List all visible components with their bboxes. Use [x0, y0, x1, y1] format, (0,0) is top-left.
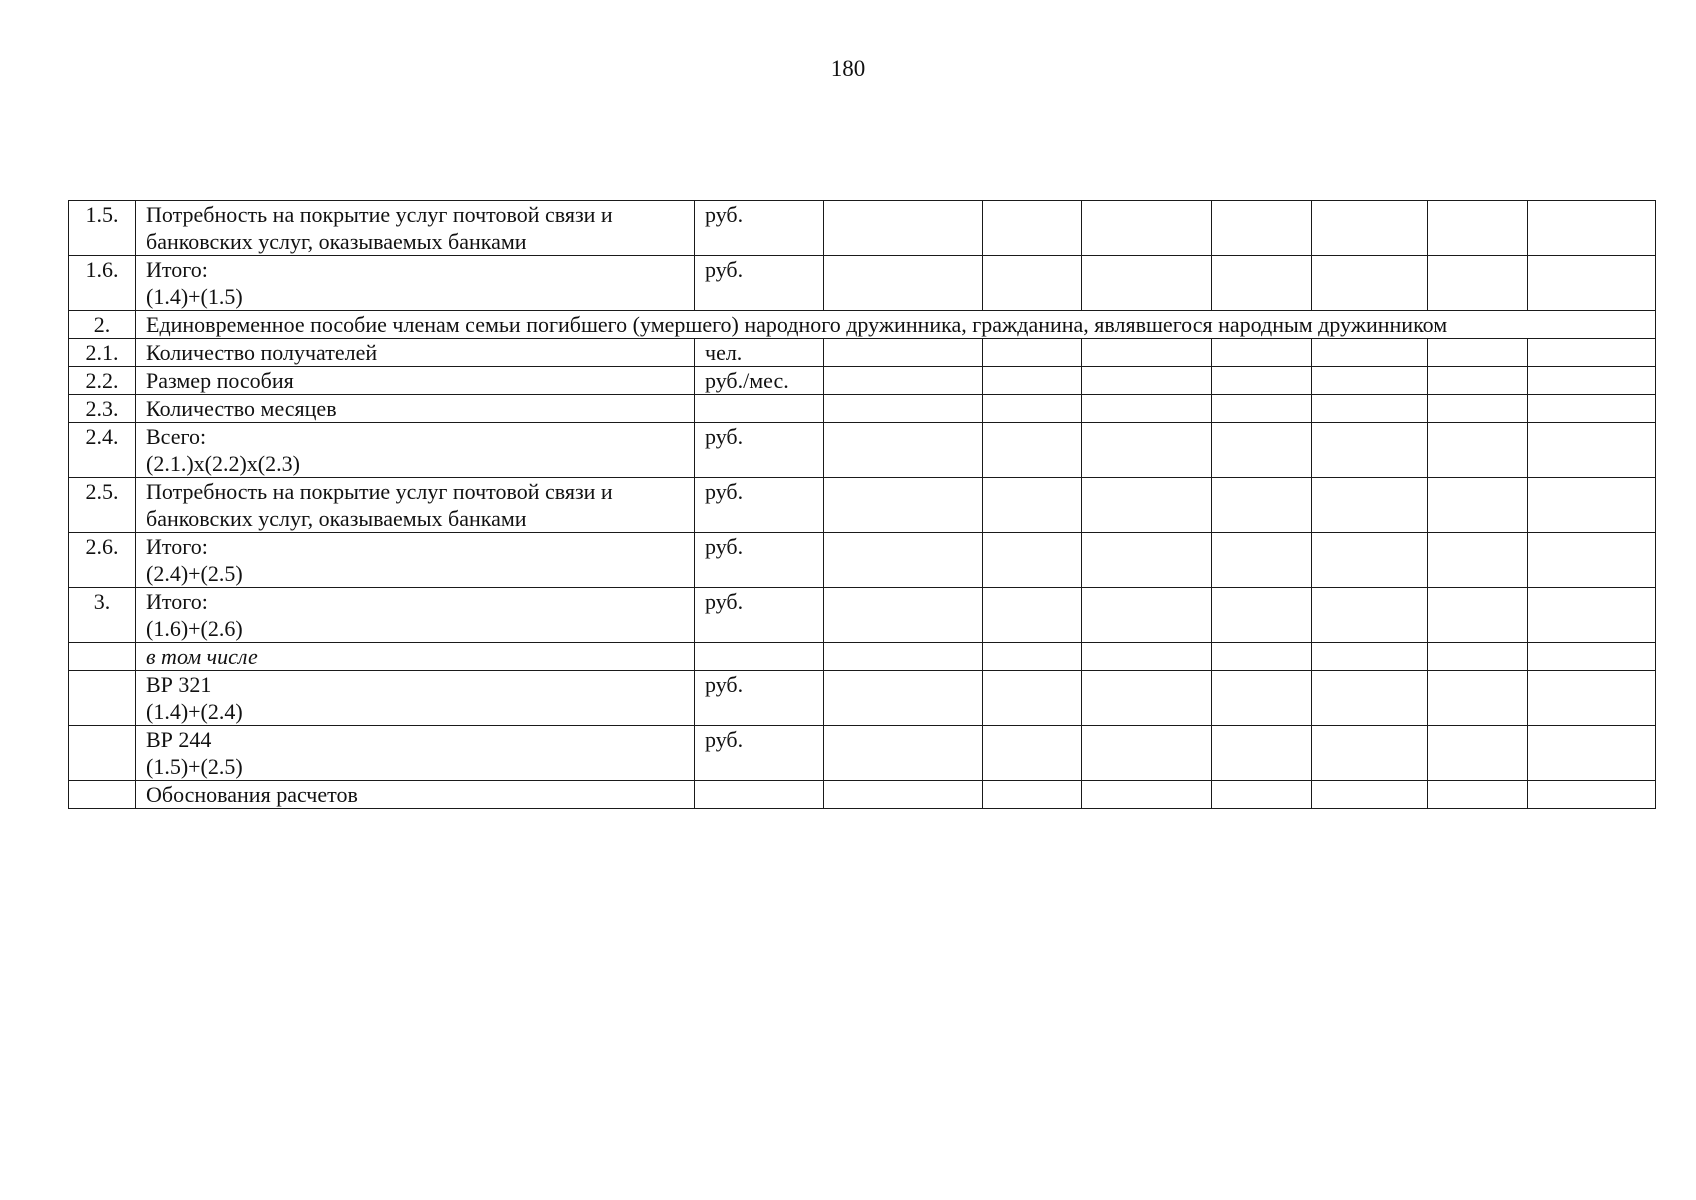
- value-cell: [1212, 395, 1312, 423]
- value-cell: [1312, 643, 1428, 671]
- value-cell: [983, 533, 1082, 588]
- value-cell: [1312, 201, 1428, 256]
- value-cell: [1312, 256, 1428, 311]
- unit-cell: руб.: [695, 671, 824, 726]
- row-number: 1.6.: [69, 256, 136, 311]
- description-line: Размер пособия: [146, 368, 294, 393]
- row-number: [69, 643, 136, 671]
- table-row: [69, 367, 1656, 395]
- description-line: Всего:: [146, 424, 207, 449]
- value-cell: [824, 588, 983, 643]
- value-cell: [983, 339, 1082, 367]
- value-cell: [1082, 588, 1212, 643]
- unit-cell: руб.: [695, 726, 824, 781]
- value-cell: [1428, 256, 1528, 311]
- value-cell: [1528, 423, 1656, 478]
- row-number: 2.5.: [69, 478, 136, 533]
- page-number: 180: [830, 56, 866, 81]
- description-line: банковских услуг, оказываемых банками: [146, 229, 527, 254]
- table-row: [69, 643, 1656, 671]
- value-cell: [1528, 339, 1656, 367]
- value-cell: [1212, 478, 1312, 533]
- row-number: 3.: [69, 588, 136, 643]
- section-title: Единовременное пособие членам семьи погибшего (умершего) народного дружинника, гражданина, являвшегося народным дружинником: [136, 311, 1656, 339]
- row-description: [136, 781, 695, 809]
- value-cell: [1428, 201, 1528, 256]
- unit-cell: руб.: [695, 256, 824, 311]
- calculation-table: [68, 200, 1656, 809]
- value-cell: [1212, 643, 1312, 671]
- unit-cell: [695, 395, 824, 423]
- unit-cell: руб./мес.: [695, 367, 824, 395]
- value-cell: [1082, 671, 1212, 726]
- value-cell: [1312, 423, 1428, 478]
- value-cell: [1212, 423, 1312, 478]
- value-cell: [824, 339, 983, 367]
- value-cell: [1212, 339, 1312, 367]
- description-line: ВР 321: [146, 672, 212, 697]
- description-line: (1.5)+(2.5): [146, 754, 243, 779]
- unit-cell: руб.: [695, 423, 824, 478]
- value-cell: [824, 256, 983, 311]
- description-line: (2.1.)х(2.2)х(2.3): [146, 451, 300, 476]
- table-row: [69, 256, 1656, 311]
- value-cell: [1212, 533, 1312, 588]
- value-cell: [1428, 367, 1528, 395]
- unit-cell: чел.: [695, 339, 824, 367]
- value-cell: [1428, 643, 1528, 671]
- value-cell: [983, 201, 1082, 256]
- row-number: 2.2.: [69, 367, 136, 395]
- value-cell: [1528, 367, 1656, 395]
- description-line: Итого:: [146, 257, 208, 282]
- row-number: 2.: [69, 311, 136, 339]
- value-cell: [1428, 395, 1528, 423]
- value-cell: [1428, 339, 1528, 367]
- value-cell: [824, 201, 983, 256]
- value-cell: [1212, 726, 1312, 781]
- table-row: [69, 339, 1656, 367]
- row-description: [136, 726, 695, 781]
- value-cell: [1528, 588, 1656, 643]
- value-cell: [1312, 478, 1428, 533]
- value-cell: [1428, 588, 1528, 643]
- row-number: 1.5.: [69, 201, 136, 256]
- row-description: [136, 478, 695, 533]
- value-cell: [1528, 395, 1656, 423]
- value-cell: [1312, 533, 1428, 588]
- row-number: 2.3.: [69, 395, 136, 423]
- row-number: [69, 781, 136, 809]
- row-number: [69, 726, 136, 781]
- value-cell: [1312, 726, 1428, 781]
- value-cell: [1212, 367, 1312, 395]
- value-cell: [1528, 201, 1656, 256]
- value-cell: [1428, 423, 1528, 478]
- unit-cell: руб.: [695, 201, 824, 256]
- value-cell: [1082, 643, 1212, 671]
- unit-cell: [695, 643, 824, 671]
- description-line: Обоснования расчетов: [146, 782, 358, 807]
- value-cell: [1312, 395, 1428, 423]
- value-cell: [1528, 643, 1656, 671]
- table-row: [69, 423, 1656, 478]
- table-row: [69, 533, 1656, 588]
- value-cell: [983, 423, 1082, 478]
- value-cell: [1312, 339, 1428, 367]
- value-cell: [824, 726, 983, 781]
- value-cell: [983, 395, 1082, 423]
- value-cell: [1312, 367, 1428, 395]
- table-row: [69, 588, 1656, 643]
- description-line: Итого:: [146, 534, 208, 559]
- table-row: [69, 201, 1656, 256]
- value-cell: [1428, 478, 1528, 533]
- value-cell: [824, 533, 983, 588]
- description-line: (1.6)+(2.6): [146, 616, 243, 641]
- value-cell: [1312, 588, 1428, 643]
- value-cell: [983, 478, 1082, 533]
- description-line: (1.4)+(1.5): [146, 284, 243, 309]
- value-cell: [1528, 478, 1656, 533]
- value-cell: [824, 478, 983, 533]
- value-cell: [1082, 533, 1212, 588]
- table-body: [69, 201, 1656, 809]
- value-cell: [824, 423, 983, 478]
- value-cell: [983, 367, 1082, 395]
- value-cell: [1082, 423, 1212, 478]
- row-description: [136, 588, 695, 643]
- row-description: [136, 671, 695, 726]
- table-row: [69, 671, 1656, 726]
- value-cell: [1428, 726, 1528, 781]
- value-cell: [1312, 671, 1428, 726]
- row-number: [69, 671, 136, 726]
- value-cell: [1212, 256, 1312, 311]
- value-cell: [1082, 395, 1212, 423]
- description-line: Итого:: [146, 589, 208, 614]
- value-cell: [1212, 671, 1312, 726]
- row-description: [136, 423, 695, 478]
- value-cell: [983, 256, 1082, 311]
- value-cell: [1312, 781, 1428, 809]
- row-description: [136, 339, 695, 367]
- description-line: Количество получателей: [146, 340, 378, 365]
- value-cell: [1082, 339, 1212, 367]
- unit-cell: руб.: [695, 588, 824, 643]
- row-description: [136, 201, 695, 256]
- row-description: [136, 256, 695, 311]
- value-cell: [1082, 781, 1212, 809]
- row-description: [136, 533, 695, 588]
- description-line: в том числе: [146, 644, 258, 669]
- table-row: [69, 478, 1656, 533]
- value-cell: [983, 588, 1082, 643]
- row-number: 2.6.: [69, 533, 136, 588]
- description-line: Потребность на покрытие услуг почтовой связи и: [146, 202, 613, 227]
- value-cell: [824, 643, 983, 671]
- row-number: 2.1.: [69, 339, 136, 367]
- value-cell: [1528, 533, 1656, 588]
- table-row: [69, 726, 1656, 781]
- value-cell: [1212, 588, 1312, 643]
- description-line: банковских услуг, оказываемых банками: [146, 506, 527, 531]
- unit-cell: [695, 781, 824, 809]
- value-cell: [983, 643, 1082, 671]
- value-cell: [1082, 201, 1212, 256]
- value-cell: [824, 671, 983, 726]
- unit-cell: руб.: [695, 478, 824, 533]
- value-cell: [1082, 367, 1212, 395]
- value-cell: [1082, 478, 1212, 533]
- description-line: Потребность на покрытие услуг почтовой связи и: [146, 479, 613, 504]
- description-line: (1.4)+(2.4): [146, 699, 243, 724]
- row-description: [136, 367, 695, 395]
- value-cell: [983, 726, 1082, 781]
- value-cell: [1428, 781, 1528, 809]
- description-line: ВР 244: [146, 727, 212, 752]
- table-row: [69, 395, 1656, 423]
- unit-cell: руб.: [695, 533, 824, 588]
- description-line: Количество месяцев: [146, 396, 337, 421]
- value-cell: [1428, 533, 1528, 588]
- value-cell: [1528, 726, 1656, 781]
- value-cell: [824, 367, 983, 395]
- value-cell: [983, 781, 1082, 809]
- value-cell: [824, 395, 983, 423]
- description-line: (2.4)+(2.5): [146, 561, 243, 586]
- value-cell: [983, 671, 1082, 726]
- row-description: [136, 643, 695, 671]
- value-cell: [824, 781, 983, 809]
- value-cell: [1528, 781, 1656, 809]
- value-cell: [1212, 781, 1312, 809]
- value-cell: [1528, 671, 1656, 726]
- table-row: [69, 781, 1656, 809]
- value-cell: [1212, 201, 1312, 256]
- value-cell: [1528, 256, 1656, 311]
- value-cell: [1082, 256, 1212, 311]
- value-cell: [1082, 726, 1212, 781]
- row-number: 2.4.: [69, 423, 136, 478]
- value-cell: [1428, 671, 1528, 726]
- row-description: [136, 395, 695, 423]
- section-row: [69, 311, 1656, 339]
